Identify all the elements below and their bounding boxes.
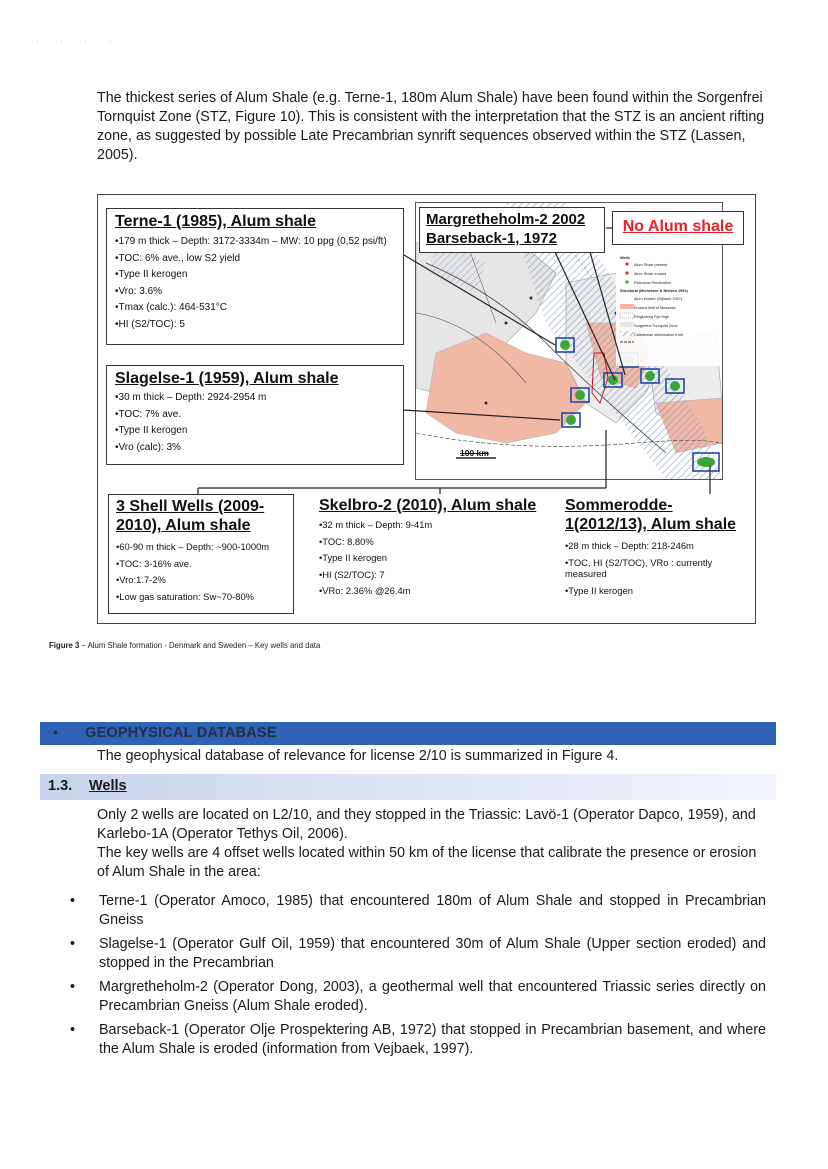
legend-item: Wells: [620, 256, 630, 260]
bullet-dot: •: [70, 936, 76, 952]
list-item-text: Margretheholm-2 (Operator Dong, 2003), a geothermal well that encountered Triassic series directly on Precambrian Gneiss (Alum Shale eroded).: [99, 979, 766, 1014]
section-title: GEOPHYSICAL DATABASE: [85, 725, 277, 741]
skelbro-card: [312, 494, 547, 614]
intro-paragraph: The thickest series of Alum Shale (e.g. Terne-1, 180m Alum Shale) have been found within the Sorgenfrei Tornquist Zone (STZ, Figure 10). This is consistent with the interpretation that the STZ is an ancient rifting zone, as suggested by possible Late Precambrian synrift sequences observed within the STZ (Lassen, 2005).: [97, 90, 765, 163]
sommerodde-line: •28 m thick – Depth: 218-246m: [565, 540, 694, 551]
sommerodde-line: •Type II kerogen: [565, 584, 633, 596]
terne-line: •Vro: 3.6%: [115, 285, 163, 297]
slagelse-line: •Type II kerogen: [115, 425, 188, 436]
skelbro-line: •VRo: 2.36% @26.4m: [319, 585, 411, 596]
legend-item: Structural (Michelsen & Nielsen 1991): [620, 289, 688, 293]
section-bullet: •: [53, 724, 58, 740]
wells-paragraph-2: The key wells are 4 offset wells located within 50 km of the license that calibrate the presence or erosion of Alum Shale in the area:: [97, 845, 757, 880]
caption-text: – Alum Shale formation - Denmark and Sweden – Key wells and data: [79, 641, 321, 650]
skelbro-line: •Type II kerogen: [319, 552, 387, 563]
shell-wells-line: •Low gas saturation: Sw~70-80%: [116, 590, 254, 602]
legend-item: Alum Shale present: [634, 263, 668, 267]
legend-item: Erosion limit of Mesozoic: [634, 306, 676, 310]
legend-item: Paleozoic Penetration: [634, 281, 671, 285]
list-item-text: Barseback-1 (Operator Olje Prospektering AB, 1972) that stopped in Precambrian basement, and where the Alum Shale is eroded (information from Vejbaek, 1997).: [99, 1022, 766, 1057]
scan-marks: · · · ·: [36, 38, 122, 45]
terne-line: •TOC: 6% ave., low S2 yield: [115, 252, 241, 264]
figure-caption: [49, 641, 320, 650]
shell-wells-title: 3 Shell Wells (2009-2010), Alum shale: [116, 498, 265, 534]
slagelse-line: •Vro (calc): 3%: [115, 441, 181, 453]
bullet-dot: •: [70, 1022, 76, 1038]
slagelse-line: •30 m thick – Depth: 2924-2954 m: [115, 392, 267, 403]
sommerodde-card: [558, 494, 746, 614]
shell-wells-line: •60-90 m thick – Depth: ~900-1000m: [116, 541, 270, 552]
shell-wells-line: •Vro:1.7-2%: [116, 574, 166, 585]
slagelse-card: [106, 365, 404, 465]
sommerodde-line: •TOC, HI (S2/TOC), VRo : currently measured: [565, 556, 713, 579]
section-paragraph: The geophysical database of relevance for license 2/10 is summarized in Figure 4.: [97, 748, 619, 764]
legend-item: Ringkobing Fyn High: [634, 315, 670, 319]
wells-paragraph-1: Only 2 wells are located on L2/10, and they stopped in the Triassic: Lavö-1 (Operator Dapco, 1959), and Karlebo-1A (Operator Tethys Oil, 2006).: [97, 807, 756, 842]
skelbro-line: •32 m thick – Depth: 9-41m: [319, 519, 433, 530]
list-item-text: Slagelse-1 (Operator Gulf Oil, 1959) that encountered 30m of Alum Shale (Upper section eroded) and stopped in the Precambrian: [99, 936, 766, 971]
bullet-dot: •: [70, 893, 76, 909]
terne-line: •Tmax (calc.): 464-531°C: [115, 302, 227, 313]
barseback-title: Barseback-1, 1972: [426, 230, 557, 247]
bullet-dot: •: [70, 979, 76, 995]
skelbro-title: Skelbro-2 (2010), Alum shale: [319, 497, 537, 514]
terne-line: •Type II kerogen: [115, 269, 188, 280]
sommerodde-title: Sommerodde-1(2012/13), Alum shale: [565, 497, 737, 533]
shell-wells-line: •TOC: 3-16% ave.: [116, 557, 192, 569]
legend-item: Caledonian deformation front: [634, 333, 683, 337]
skelbro-line: •TOC: 8.80%: [319, 535, 374, 547]
margretheholm-title: Margretheholm-2 2002: [426, 211, 586, 228]
subsection-number: 1.3.: [48, 778, 73, 794]
subsection-title: Wells: [89, 778, 127, 794]
no-alum-shale-label: No Alum shale: [612, 211, 744, 245]
terne-line: •HI (S2/TOC): 5: [115, 318, 185, 330]
list-item: [62, 978, 766, 1016]
terne-title: Terne-1 (1985), Alum shale: [115, 213, 316, 230]
wells-bullet-list: [62, 892, 766, 1064]
shell-wells-card: [108, 494, 294, 614]
legend-item: Sorgenfrei Tornquist Zone: [634, 324, 678, 328]
subsection-heading-bar: [40, 774, 776, 800]
skelbro-line: •HI (S2/TOC): 7: [319, 568, 385, 580]
list-item-text: Terne-1 (Operator Amoco, 1985) that encountered 180m of Alum Shale and stopped in Precambrian Gneiss: [99, 893, 766, 928]
slagelse-title: Slagelse-1 (1959), Alum shale: [115, 370, 339, 387]
margretheholm-card: [419, 207, 605, 253]
terne-card: [106, 208, 404, 345]
terne-line: •179 m thick – Depth: 3172-3334m – MW: 10 ppg (0,52 psi/ft): [115, 236, 387, 247]
legend-item: Alum eroded (Vejbaek 1997): [634, 297, 683, 301]
list-item: [62, 892, 766, 930]
wells-paragraphs: [97, 806, 765, 882]
map-scale-label: 100 km: [460, 448, 489, 458]
slagelse-line: •TOC: 7% ave.: [115, 408, 182, 420]
caption-label: Figure 3: [49, 641, 80, 650]
list-item: [62, 1021, 766, 1059]
section-heading-bar: [40, 722, 776, 745]
list-item: [62, 935, 766, 973]
legend-item: Alum Shale eroded: [634, 272, 667, 276]
